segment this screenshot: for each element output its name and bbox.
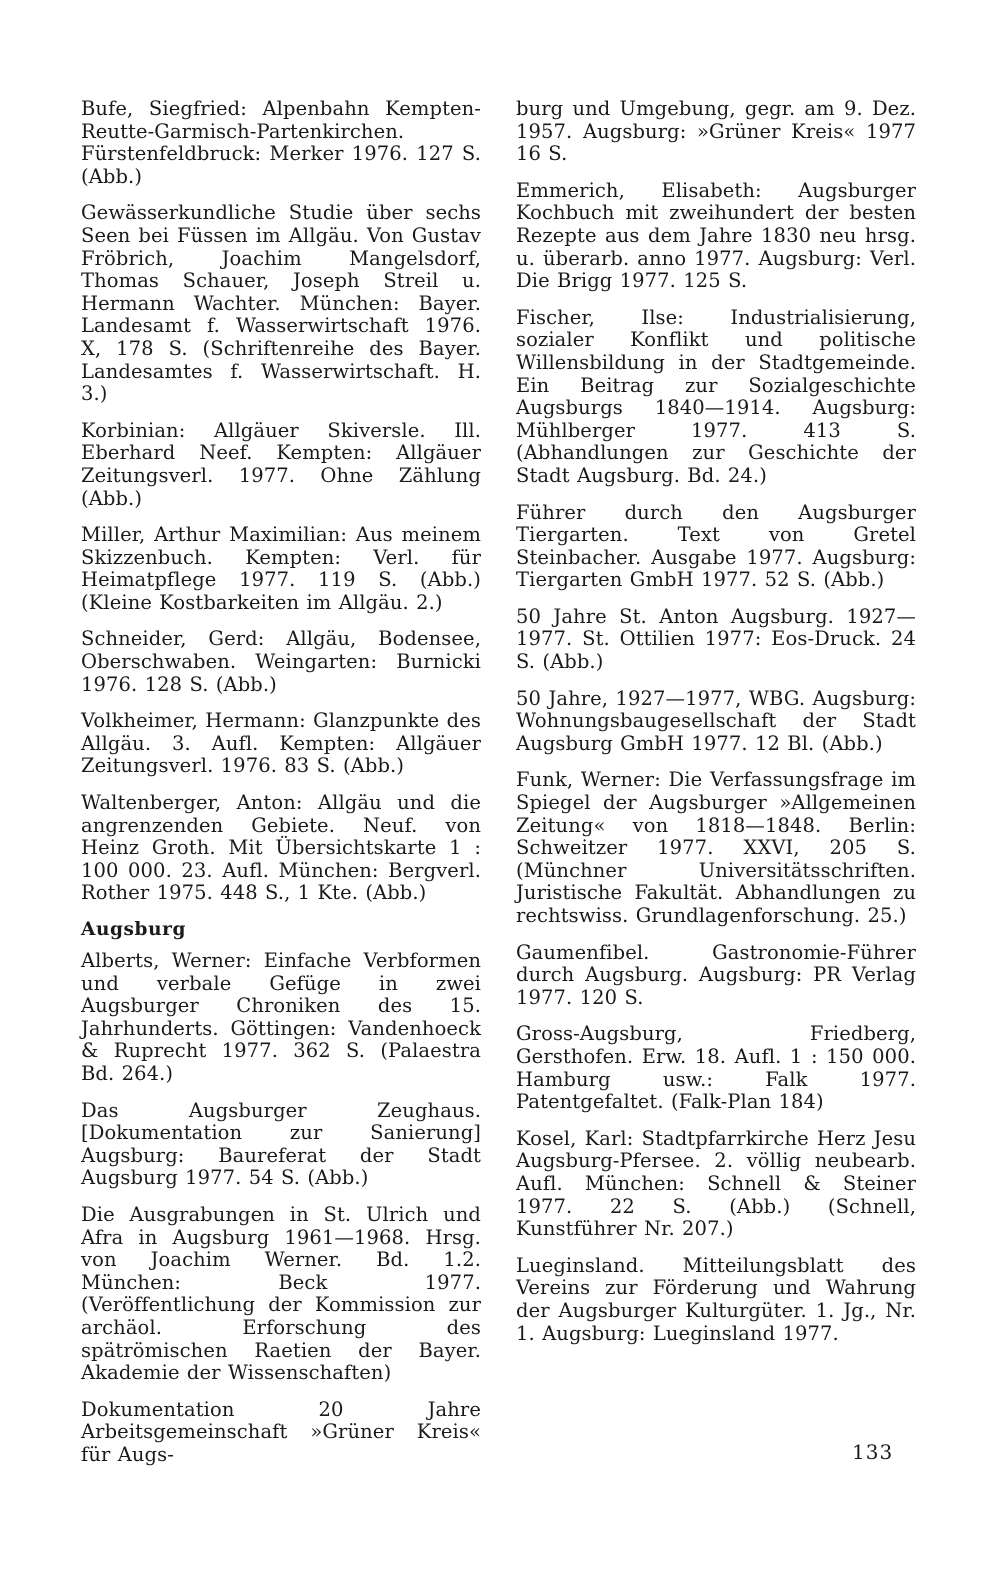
bibliography-entry: Alberts, Werner: Einfache Verbformen und verbale Gefüge in zwei Augsburger Chroniken des 15. Jahrhunderts. Göttingen: Vandenhoeck & Ruprecht 1977. 362 S. (Palaestra Bd. 264.) — [81, 949, 481, 1085]
bibliography-entry: Schneider, Gerd: Allgäu, Bodensee, Oberschwaben. Weingarten: Burnicki 1976. 128 S. (Abb.) — [81, 627, 481, 696]
left-column — [81, 98, 481, 1480]
bibliography-entry: burg und Umgebung, gegr. am 9. Dez. 1957. Augsburg: »Grüner Kreis« 1977 16 S. — [516, 97, 916, 166]
bibliography-entry: 50 Jahre, 1927—1977, WBG. Augsburg: Wohnungsbaugesellschaft der Stadt Augsburg GmbH 1977. 12 Bl. (Abb.) — [516, 686, 916, 755]
bibliography-entry: Funk, Werner: Die Verfassungsfrage im Spiegel der Augsburger »Allgemeinen Zeitung« von 1818—1848. Berlin: Schweitzer 1977. XXVI, 205 S. (Münchner Universitätsschriften. Juristische Fakultät. Abhandlungen zu rechtswiss. Grundlagenforschung. 25.) — [516, 768, 916, 927]
bibliography-entry: Gewässerkundliche Studie über sechs Seen bei Füssen im Allgäu. Von Gustav Fröbrich, Joachim Mangelsdorf, Thomas Schauer, Joseph Streil u. Hermann Wachter. München: Bayer. Landesamt f. Wasserwirtschaft 1976. X, 178 S. (Schriftenreihe des Bayer. Landesamtes f. Wasserwirtschaft. H. 3.) — [81, 201, 481, 406]
bibliography-entry: Führer durch den Augsburger Tiergarten. Text von Gretel Steinbacher. Ausgabe 1977. Augsburg: Tiergarten GmbH 1977. 52 S. (Abb.) — [516, 500, 916, 592]
bibliography-entry: Korbinian: Allgäuer Skiversle. Ill. Eberhard Neef. Kempten: Allgäuer Zeitungsverl. 1977. Ohne Zählung (Abb.) — [81, 418, 481, 510]
bibliography-entry: Kosel, Karl: Stadtpfarrkirche Herz Jesu Augsburg-Pfersee. 2. völlig neubearb. Aufl. München: Schnell & Steiner 1977. 22 S. (Abb.) (Schnell, Kunstführer Nr. 207.) — [516, 1126, 916, 1241]
bibliography-entry: Emmerich, Elisabeth: Augsburger Kochbuch mit zweihundert der besten Rezepte aus dem Jahre 1830 neu hrsg. u. überarb. anno 1977. Augsburg: Verl. Die Brigg 1977. 125 S. — [516, 178, 916, 293]
bibliography-entry: Volkheimer, Hermann: Glanzpunkte des Allgäu. 3. Aufl. Kempten: Allgäuer Zeitungsverl. 1976. 83 S. (Abb.) — [81, 709, 481, 778]
section-heading: Augsburg — [81, 919, 187, 940]
bibliography-entry: Gaumenfibel. Gastronomie-Führer durch Augsburg. Augsburg: PR Verlag 1977. 120 S. — [516, 940, 916, 1009]
bibliography-entry: Fischer, Ilse: Industrialisierung, sozialer Konflikt und politische Willensbildung in der Stadtgemeinde. Ein Beitrag zur Sozialgeschichte Augsburgs 1840—1914. Augsburg: Mühlberger 1977. 413 S. (Abhandlungen zur Geschichte der Stadt Augsburg. Bd. 24.) — [516, 305, 916, 487]
bibliography-entry: Bufe, Siegfried: Alpenbahn Kempten-Reutte-Garmisch-Partenkirchen. Fürstenfeldbruck: Merker 1976. 127 S. (Abb.) — [81, 97, 481, 188]
bibliography-entry: 50 Jahre St. Anton Augsburg. 1927—1977. St. Ottilien 1977: Eos-Druck. 24 S. (Abb.) — [516, 604, 916, 674]
right-column — [516, 98, 916, 1359]
bibliography-entry: Das Augsburger Zeughaus. [Dokumentation zur Sanierung] Augsburg: Baureferat der Stadt Augsburg 1977. 54 S. (Abb.) — [81, 1098, 481, 1190]
bibliography-entry: Lueginsland. Mitteilungsblatt des Vereins zur Förderung und Wahrung der Augsburger Kulturgüter. 1. Jg., Nr. 1. Augsburg: Lueginsland 1977. — [516, 1253, 916, 1345]
page-number: 133 — [852, 1440, 894, 1464]
bibliography-entry: Miller, Arthur Maximilian: Aus meinem Skizzenbuch. Kempten: Verl. für Heimatpflege 1977. 119 S. (Abb.) (Kleine Kostbarkeiten im Allgäu. 2.) — [81, 523, 481, 614]
bibliography-entry: Gross-Augsburg, Friedberg, Gersthofen. Erw. 18. Aufl. 1 : 150 000. Hamburg usw.: Falk 1977. Patentgefaltet. (Falk-Plan 184) — [516, 1022, 916, 1114]
bibliography-entry: Die Ausgrabungen in St. Ulrich und Afra in Augsburg 1961—1968. Hrsg. von Joachim Werner. Bd. 1.2. München: Beck 1977. (Veröffentlichung der Kommission zur archäol. Erforschung des spätrömischen Raetien der Bayer. Akademie der Wissenschaften) — [81, 1202, 481, 1385]
bibliography-entry: Dokumentation 20 Jahre Arbeitsgemeinschaft »Grüner Kreis« für Augs- — [81, 1397, 481, 1466]
bibliography-entry: Waltenberger, Anton: Allgäu und die angrenzenden Gebiete. Neuf. von Heinz Groth. Mit Übersichtskarte 1 : 100 000. 23. Aufl. München: Bergverl. Rother 1975. 448 S., 1 Kte. (Abb.) — [81, 791, 481, 905]
